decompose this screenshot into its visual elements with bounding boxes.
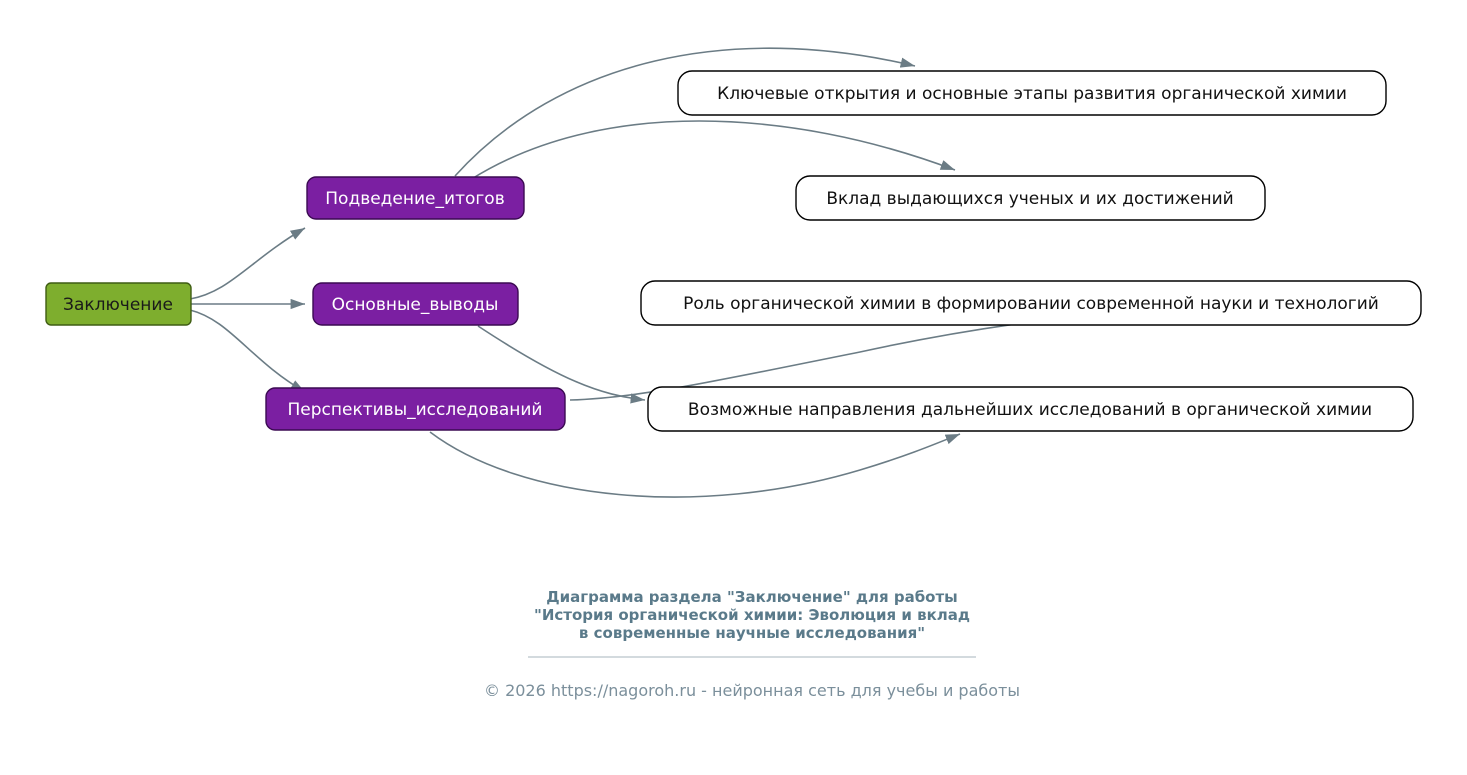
- node-perspektivy-issledovaniy[interactable]: [266, 388, 565, 430]
- edge-perspektivy-to-leaf4: [430, 432, 960, 497]
- node-leaf-vklad-uchenyh-label: Вклад выдающихся ученых и их достижений: [826, 189, 1234, 209]
- node-podvedenie-itogov-label: Подведение_итогов: [325, 189, 505, 209]
- caption-line-1: Диаграмма раздела "Заключение" для работы: [546, 588, 958, 606]
- node-root[interactable]: [46, 283, 191, 325]
- node-leaf-vozmozhnye-napravleniya-label: Возможные направления дальнейших исследований в органической химии: [687, 400, 1373, 420]
- node-leaf-rol-organicheskoy-himii-label: Роль органической химии в формировании современной науки и технологий: [683, 294, 1379, 314]
- edge-root-to-podvedenie: [190, 228, 305, 299]
- node-podvedenie-itogov[interactable]: [307, 177, 524, 219]
- node-leaf-kluchevye-otkrytiya[interactable]: [678, 71, 1386, 115]
- node-leaf-kluchevye-otkrytiya-label: Ключевые открытия и основные этапы развития органической химии: [717, 84, 1347, 104]
- node-osnovnye-vyvody-label: Основные_выводы: [331, 295, 499, 315]
- node-leaf-vozmozhnye-napravleniya[interactable]: [648, 387, 1413, 431]
- caption-line-2: "История органической химии: Эволюция и вклад: [534, 606, 970, 624]
- edge-root-to-perspektivy: [190, 310, 305, 392]
- node-leaf-vklad-uchenyh[interactable]: [796, 176, 1265, 220]
- node-osnovnye-vyvody[interactable]: [313, 283, 518, 325]
- footer-text: © 2026 https://nagoroh.ru - нейронная сеть для учебы и работы: [483, 681, 1021, 700]
- node-root-label: Заключение: [63, 295, 173, 315]
- edge-podvedenie-to-leaf2: [470, 121, 955, 180]
- node-perspektivy-issledovaniy-label: Перспективы_исследований: [287, 400, 543, 420]
- node-leaf-rol-organicheskoy-himii[interactable]: [641, 281, 1421, 325]
- caption-line-3: в современные научные исследования": [578, 624, 926, 642]
